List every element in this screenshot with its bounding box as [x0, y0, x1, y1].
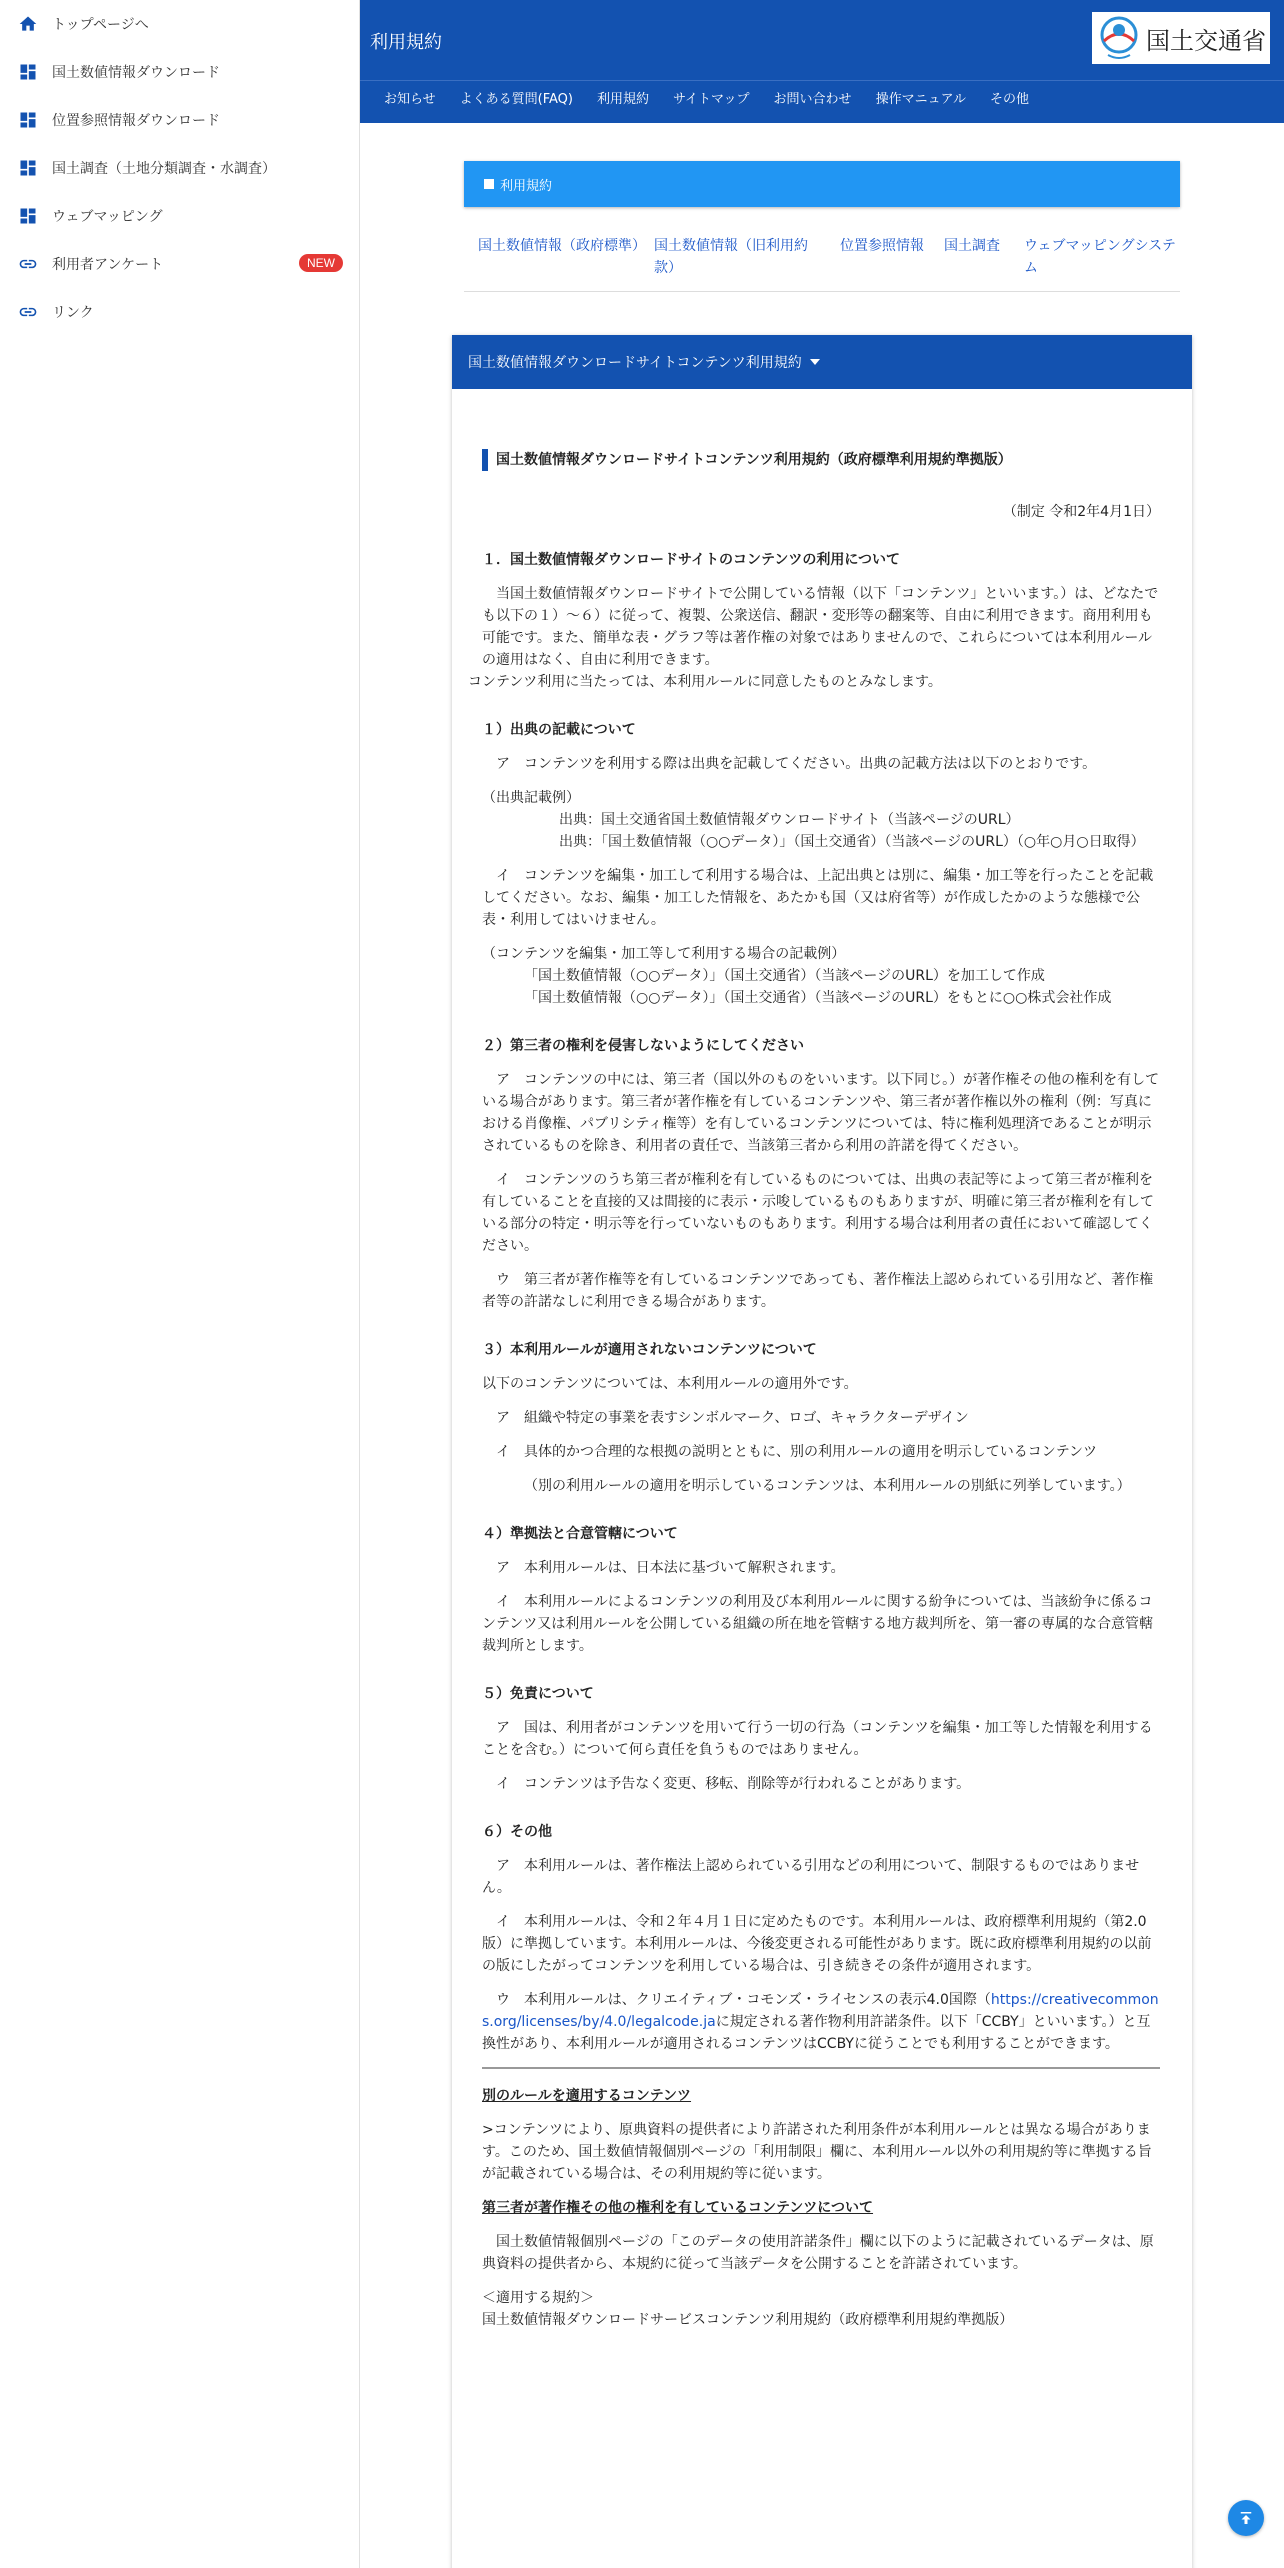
section-title: 利用規約: [500, 178, 553, 194]
sidebar-item-survey[interactable]: [0, 240, 359, 288]
paragraph: （別の利用ルールの適用を明示しているコンテンツは、本利用ルールの別紙に列挙しています。）: [524, 1478, 1131, 1494]
nav-sitemap[interactable]: サイトマップ: [672, 92, 750, 107]
paragraph: ア コンテンツの中には、第三者（国以外のものをいいます。以下同じ。）が著作権その他の権利を有している場合があります。第三者が著作権を有しているコンテンツや、第三者が著作権以外の権利（例：写真における肖像権、パブリシティ権等）を有しているコンテンツについては、特に権利処理済であることが明示されているものを除き、利用者の責任で、当該第三者から利用の許諾を得てください。: [482, 1072, 1160, 1154]
new-badge: NEW: [299, 254, 343, 272]
dashboard-icon: [18, 158, 38, 178]
sidebar-item-isj-download[interactable]: [0, 96, 359, 144]
scroll-to-top-button[interactable]: [1228, 2500, 1264, 2536]
nav-news[interactable]: お知らせ: [384, 92, 436, 107]
dashboard-icon: [18, 206, 38, 226]
paragraph: 以下のコンテンツについては、本利用ルールの適用外です。: [482, 1376, 858, 1392]
arrow-up-icon: [1237, 2509, 1255, 2527]
heading: ６）その他: [482, 1824, 552, 1840]
terms-tabs: [464, 235, 1180, 292]
paragraph: イ コンテンツを編集・加工して利用する場合は、上記出典とは別に、編集・加工等を行ったことを記載してください。なお、編集・加工した情報を、あたかも国（又は府省等）が作成したかのような態様で公表・利用してはいけません。: [482, 868, 1154, 928]
nav-other[interactable]: その他: [990, 92, 1030, 107]
mlit-logo[interactable]: [1092, 12, 1270, 64]
example-line: 「国土数値情報（○○データ）」（国土交通省）（当該ページのURL）をもとに○○株式会社作成: [524, 990, 1112, 1006]
heading: ２）第三者の権利を侵害しないようにしてください: [482, 1038, 804, 1054]
example-line: 「国土数値情報（○○データ）」（国土交通省）（当該ページのURL）を加工して作成: [524, 968, 1045, 984]
ccby-link[interactable]: https://creativecommons.org/licenses/by/4.0/legalcode.ja: [482, 1992, 1159, 2030]
paragraph: イ 本利用ルールによるコンテンツの利用及び本利用ルールに関する紛争については、当該紛争に係るコンテンツ又は利用ルールを公開している組織の所在地を管轄する地方裁判所を、第一審の専属的な合意管轄裁判所とします。: [482, 1594, 1154, 1654]
paragraph: ア 組織や特定の事業を表すシンボルマーク、ロゴ、キャラクターデザイン: [496, 1410, 969, 1426]
sidebar-item-label: 位置参照情報ダウンロード: [52, 113, 220, 129]
sidebar-item-ksj-download[interactable]: [0, 48, 359, 96]
section-title-bar: [464, 161, 1180, 207]
paragraph: ア 本利用ルールは、日本法に基づいて解釈されます。: [496, 1560, 845, 1576]
paragraph: ア 本利用ルールは、著作権法上認められている引用などの利用について、制限するものではありません。: [482, 1858, 1140, 1896]
heading: ４）準拠法と合意管轄について: [482, 1526, 678, 1542]
nav-divider: [360, 80, 1284, 81]
sidebar-item-label: 国土調査（土地分類調査・水調査）: [52, 161, 276, 177]
heading: １．国土数値情報ダウンロードサイトのコンテンツの利用について: [482, 552, 901, 568]
sidebar-item-label: リンク: [52, 305, 94, 321]
card-header[interactable]: [452, 335, 1192, 389]
top-nav: [384, 88, 1053, 107]
example-heading: （出典記載例）: [482, 790, 580, 806]
example-line: 出典：「国土数値情報（○○データ）」（国土交通省）（当該ページのURL）（○年○月○日取得）: [559, 834, 1145, 850]
tab-isj[interactable]: 位置参照情報: [840, 238, 924, 254]
tab-web-mapping[interactable]: ウェブマッピングシステム: [1024, 238, 1176, 276]
logo-text: 国土交通省: [1146, 26, 1266, 55]
paragraph: イ 本利用ルールは、令和２年４月１日に定めたものです。本利用ルールは、政府標準利用規約（第2.0版）に準拠しています。本利用ルールは、今後変更される可能性があります。既に政府標準利用規約の以前の版にしたがってコンテンツを利用している場合は、引き続きその条件が適用されます。: [482, 1914, 1152, 1974]
header: [360, 0, 1284, 123]
paragraph: 国土数値情報ダウンロードサービスコンテンツ利用規約（政府標準利用規約準拠版）: [482, 2312, 1014, 2328]
square-icon: [484, 179, 494, 189]
paragraph: イ コンテンツのうち第三者が権利を有しているものについては、出典の表記等によって第三者が権利を有していることを直接的又は間接的に表示・示唆しているものもありますが、明確に第三者が権利を有している部分の特定・明示等を行っていないものもあります。利用する場合は利用者の責任において確認してください。: [482, 1172, 1154, 1254]
subheading: 別のルールを適用するコンテンツ: [482, 2088, 692, 2104]
paragraph: 当国土数値情報ダウンロードサイトで公開している情報（以下「コンテンツ」といいます。）は、どなたでも以下の１）～６）に従って、複製、公衆送信、翻訳・変形等の翻案等、自由に利用できます。商用利用も可能です。また、簡単な表・グラフ等は著作権の対象ではありませんので、これらについては本利用ルールの適用はなく、自由に利用できます。 コンテンツ利用に当たっては、本利用ルールに同意したものとみなします。: [468, 586, 1159, 690]
sidebar-item-kokudo-chosa[interactable]: [0, 144, 359, 192]
terms-card: [452, 335, 1192, 2568]
sidebar-item-label: トップページへ: [52, 17, 149, 33]
dashboard-icon: [18, 110, 38, 130]
link-icon: [18, 302, 38, 322]
paragraph: ア 国は、利用者がコンテンツを用いて行う一切の行為（コンテンツを編集・加工等した情報を利用することを含む。）について何ら責任を負うものではありません。: [482, 1720, 1153, 1758]
sidebar-item-links[interactable]: [0, 288, 359, 336]
sidebar-item-label: ウェブマッピング: [52, 209, 163, 225]
paragraph: ア コンテンツを利用する際は出典を記載してください。出典の記載方法は以下のとおりです。: [496, 756, 1097, 772]
nav-faq[interactable]: よくある質問(FAQ): [459, 92, 573, 107]
divider: [482, 2067, 1160, 2069]
home-icon: [18, 14, 38, 34]
paragraph: ウ 本利用ルールは、クリエイティブ・コモンズ・ライセンスの表示4.0国際（https://creativecommons.org/licenses/by/4.0/legalcode.jaに規定される著作物利用許諾条件。以下「CCBY」といいます。）と互換性があり、本利用ルールが適用されるコンテンツはCCBYに従うことでも利用することができます。: [482, 1992, 1159, 2052]
nav-terms[interactable]: 利用規約: [596, 92, 649, 107]
sidebar-item-web-mapping[interactable]: [0, 192, 359, 240]
paragraph: イ 具体的かつ合理的な根拠の説明とともに、別の利用ルールの適用を明示しているコンテンツ: [496, 1444, 1098, 1460]
paragraph: >コンテンツにより、原典資料の提供者により許諾された利用条件が本利用ルールとは異なる場合があります。このため、国土数値情報個別ページの「利用制限」欄に、本利用ルール以外の利用規約等に準拠する旨が記載されている場合は、その利用規約等に従います。: [482, 2122, 1152, 2182]
subheading: 第三者が著作権その他の権利を有しているコンテンツについて: [482, 2200, 874, 2216]
tab-kokudo-chosa[interactable]: 国土調査: [944, 238, 1000, 254]
sidebar-item-label: 国土数値情報ダウンロード: [52, 65, 220, 81]
paragraph: ＜適用する規約＞: [482, 2290, 594, 2306]
page-title: 利用規約: [370, 32, 442, 53]
nav-manual[interactable]: 操作マニュアル: [875, 92, 967, 107]
heading: ５）免責について: [482, 1686, 594, 1702]
sidebar: [0, 0, 360, 2568]
sidebar-item-label: 利用者アンケート: [52, 257, 164, 273]
nav-contact[interactable]: お問い合わせ: [773, 92, 852, 107]
paragraph: 国土数値情報個別ページの「このデータの使用許諾条件」欄に以下のように記載されているデータは、原典資料の提供者から、本規約に従って当該データを公開することを許諾されています。: [482, 2234, 1154, 2272]
card-title: 国土数値情報ダウンロードサイトコンテンツ利用規約: [468, 355, 802, 371]
dashboard-icon: [18, 62, 38, 82]
paragraph: ウ 第三者が著作権等を有しているコンテンツであっても、著作権法上認められている引用など、著作権者等の許諾なしに利用できる場合があります。: [482, 1272, 1154, 1310]
doc-title: 国土数値情報ダウンロードサイトコンテンツ利用規約（政府標準利用規約準拠版）: [482, 449, 1160, 471]
example-heading: （コンテンツを編集・加工等して利用する場合の記載例）: [482, 946, 846, 962]
heading: １）出典の記載について: [482, 722, 636, 738]
enactment-date: （制定 令和2年4月1日）: [1002, 504, 1160, 520]
mlit-emblem-icon: [1098, 15, 1140, 61]
heading: ３）本利用ルールが適用されないコンテンツについて: [482, 1342, 817, 1358]
sidebar-item-top[interactable]: [0, 0, 359, 48]
card-body: [452, 389, 1192, 2331]
paragraph: イ コンテンツは予告なく変更、移転、削除等が行われることがあります。: [496, 1776, 971, 1792]
caret-down-icon: [810, 359, 820, 365]
tab-ksj-gov[interactable]: 国土数値情報（政府標準）: [478, 238, 646, 254]
example-line: 出典：国土交通省国土数値情報ダウンロードサイト（当該ページのURL）: [559, 812, 1020, 828]
tab-ksj-old[interactable]: 国土数値情報（旧利用約款）: [654, 238, 808, 276]
link-icon: [18, 254, 38, 274]
